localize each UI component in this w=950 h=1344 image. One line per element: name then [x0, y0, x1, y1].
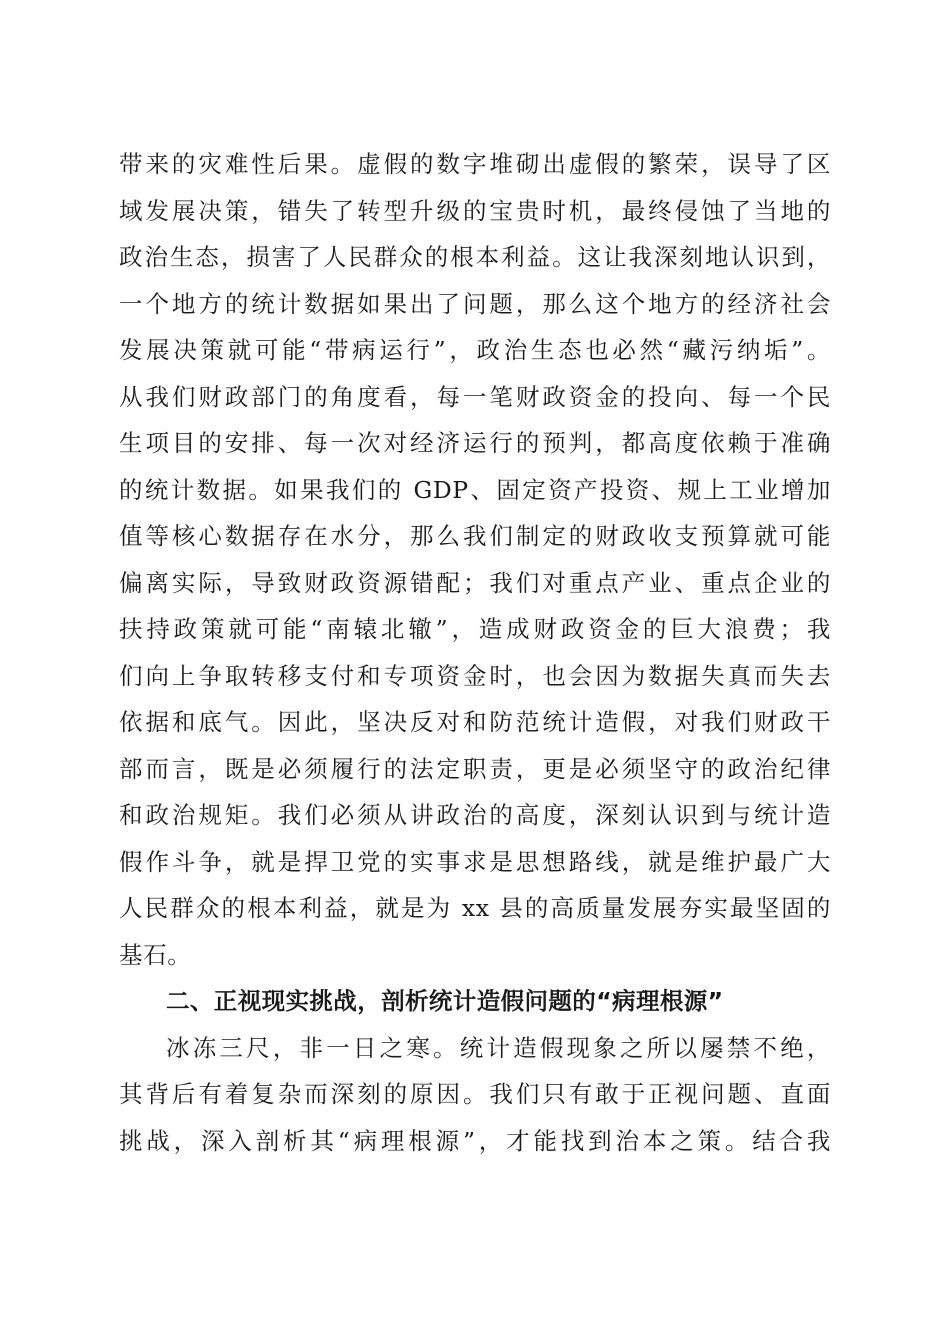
paragraph-line: 们向上争取转移支付和专项资金时，也会因为数据失真而失去	[119, 661, 831, 690]
paragraph-line: 带来的灾难性后果。虚假的数字堆砌出虚假的繁荣，误导了区	[119, 150, 831, 178]
paragraph-line: 挑战，深入剖析其“病理根源”，才能找到治本之策。结合我	[119, 1126, 831, 1155]
paragraph-line: 基石。	[119, 940, 192, 969]
paragraph-line: 假作斗争，就是捍卫党的实事求是思想路线，就是维护最广大	[119, 847, 831, 876]
paragraph-line: 依据和底气。因此，坚决反对和防范统计造假，对我们财政干	[119, 708, 831, 736]
paragraph-line: 冰冻三尺，非一日之寒。统计造假现象之所以屡禁不绝，	[166, 1033, 831, 1062]
paragraph-line: 域发展决策，错失了转型升级的宝贵时机，最终侵蚀了当地的	[119, 196, 831, 225]
paragraph-line: 政治生态，损害了人民群众的根本利益。这让我深刻地认识到，	[119, 243, 831, 271]
paragraph-line: 值等核心数据存在水分，那么我们制定的财政收支预算就可能	[119, 522, 831, 550]
paragraph-line: 其背后有着复杂而深刻的原因。我们只有敢于正视问题、直面	[119, 1080, 831, 1108]
paragraph-line: 发展决策就可能“带病运行”，政治生态也必然“藏污纳垢”。	[119, 336, 831, 364]
paragraph-line: 和政治规矩。我们必须从讲政治的高度，深刻认识到与统计造	[119, 801, 831, 829]
paragraph-line: 一个地方的统计数据如果出了问题，那么这个地方的经济社会	[119, 289, 831, 318]
paragraph-line: 部而言，既是必须履行的法定职责，更是必须坚守的政治纪律	[119, 754, 831, 783]
section-heading: 二、正视现实挑战，剖析统计造假问题的“病理根源”	[166, 987, 724, 1015]
body-text	[119, 141, 831, 1164]
paragraph-line: 的统计数据。如果我们的 GDP、固定资产投资、规上工业增加	[119, 475, 831, 504]
paragraph-line: 人民群众的根本利益，就是为 xx 县的高质量发展夯实最坚固的	[119, 894, 831, 922]
paragraph-line: 扶持政策就可能“南辕北辙”，造成财政资金的巨大浪费；我	[119, 615, 831, 643]
paragraph-line: 生项目的安排、每一次对经济运行的预判，都高度依赖于准确	[119, 429, 831, 457]
paragraph-line: 从我们财政部门的角度看，每一笔财政资金的投向、每一个民	[119, 382, 831, 411]
paragraph-line: 偏离实际，导致财政资源错配；我们对重点产业、重点企业的	[119, 568, 831, 597]
